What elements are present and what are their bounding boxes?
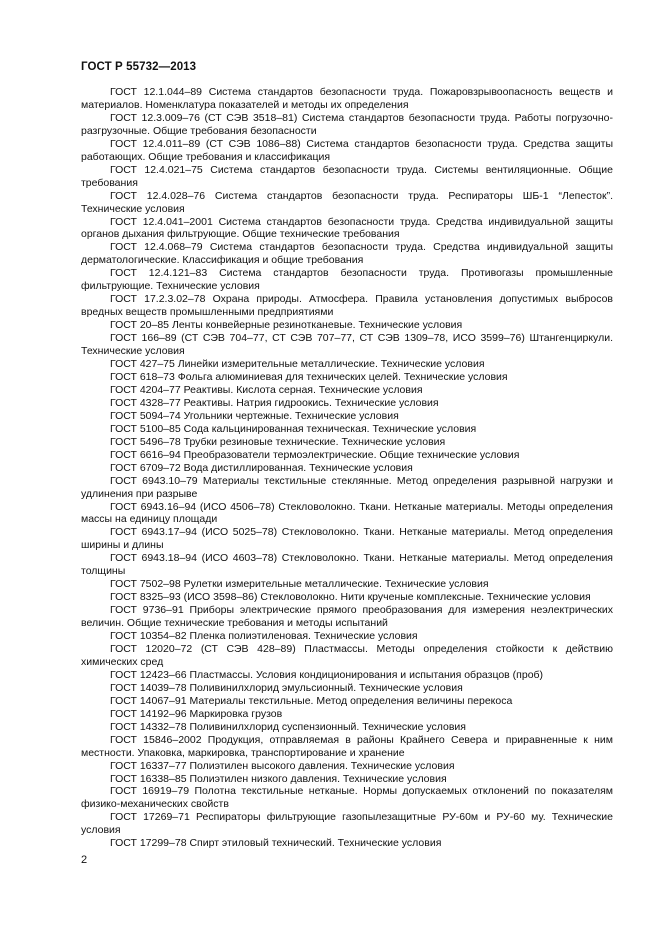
reference-item: ГОСТ 12.4.021–75 Система стандартов безопасности труда. Системы вентиляционные. Общие требования [81, 163, 613, 189]
page-number: 2 [81, 854, 88, 866]
reference-item: ГОСТ 5094–74 Угольники чертежные. Технические условия [110, 409, 399, 422]
reference-item: ГОСТ 16337–77 Полиэтилен высокого давления. Технические условия [110, 759, 455, 772]
reference-item: ГОСТ 14192–96 Маркировка грузов [110, 707, 283, 720]
reference-item: ГОСТ 15846–2002 Продукция, отправляемая в районы Крайнего Севера и приравненные к ним местности. Упаковка, маркировка, транспортирование и хранение [81, 733, 613, 759]
reference-item: ГОСТ 6616–94 Преобразователи термоэлектрические. Общие технические условия [110, 448, 520, 461]
reference-item: ГОСТ 12.1.044–89 Система стандартов безопасности труда. Пожаровзрывоопасность веществ и материалов. Номенклатура показателей и методы их определения [81, 86, 613, 111]
normative-references-list [81, 86, 613, 850]
reference-item: ГОСТ 5100–85 Сода кальцинированная техническая. Технические условия [110, 422, 477, 435]
reference-item: ГОСТ 4204–77 Реактивы. Кислота серная. Технические условия [110, 383, 423, 396]
reference-item: ГОСТ 8325–93 (ИСО 3598–86) Стекловолокно. Нити крученые комплексные. Технические условия [110, 591, 591, 604]
reference-item: ГОСТ 17269–71 Респираторы фильтрующие газопылезащитные РУ-60м и РУ-60 му. Технические условия [81, 811, 613, 837]
reference-item: ГОСТ 16919–79 Полотна текстильные нетканые. Нормы допускаемых отклонений по показателям физико-механических свойств [81, 785, 613, 811]
reference-item: ГОСТ 166–89 (СТ СЭВ 704–77, СТ СЭВ 707–77, СТ СЭВ 1309–78, ИСО 3599–76) Штангенциркули. Технические условия [81, 332, 613, 358]
reference-item: ГОСТ 14039–78 Поливинилхлорид эмульсионный. Технические условия [110, 681, 463, 694]
reference-item: ГОСТ 6943.10–79 Материалы текстильные стеклянные. Метод определения разрывной нагрузки и удлинения при разрыве [81, 474, 613, 500]
reference-item: ГОСТ 17.2.3.02–78 Охрана природы. Атмосфера. Правила установления допустимых выбросов вредных веществ промышленными предприятиями [81, 293, 613, 319]
reference-item: ГОСТ 12.3.009–76 (СТ СЭВ 3518–81) Система стандартов безопасности труда. Работы погрузочно-разгрузочные. Общие требования безопасности [81, 111, 613, 137]
reference-item: ГОСТ 7502–98 Рулетки измерительные металлические. Технические условия [110, 578, 489, 591]
reference-item: ГОСТ 12.4.028–76 Система стандартов безопасности труда. Респираторы ШБ-1 “Лепесток”. Технические условия [81, 189, 613, 215]
reference-item: ГОСТ 12423–66 Пластмассы. Условия кондиционирования и испытания образцов (проб) [110, 668, 544, 681]
reference-item: ГОСТ 12020–72 (СТ СЭВ 428–89) Пластмассы. Методы определения стойкости к действию химических сред [81, 642, 613, 668]
reference-item: ГОСТ 16338–85 Полиэтилен низкого давления. Технические условия [110, 772, 447, 785]
reference-item: ГОСТ 6943.18–94 (ИСО 4603–78) Стекловолокно. Ткани. Нетканые материалы. Метод определения толщины [81, 552, 613, 578]
reference-item: ГОСТ 618–73 Фольга алюминиевая для технических целей. Технические условия [110, 370, 508, 383]
reference-item: ГОСТ 12.4.121–83 Система стандартов безопасности труда. Противогазы промышленные фильтрующие. Технические условия [81, 267, 613, 293]
reference-item: ГОСТ 6943.16–94 (ИСО 4506–78) Стекловолокно. Ткани. Нетканые материалы. Методы определения массы на единицу площади [81, 500, 613, 526]
reference-item: ГОСТ 12.4.011–89 (СТ СЭВ 1086–88) Система стандартов безопасности труда. Средства защиты работающих. Общие требования и классификация [81, 137, 613, 163]
reference-item: ГОСТ 12.4.068–79 Система стандартов безопасности труда. Средства индивидуальной защиты дерматологические. Классификация и общие требования [81, 241, 613, 267]
reference-item: ГОСТ 10354–82 Пленка полиэтиленовая. Технические условия [110, 630, 418, 643]
reference-item: ГОСТ 20–85 Ленты конвейерные резинотканевые. Технические условия [110, 319, 463, 332]
reference-item: ГОСТ 14332–78 Поливинилхлорид суспензионный. Технические условия [110, 720, 466, 733]
reference-item: ГОСТ 6709–72 Вода дистиллированная. Технические условия [110, 461, 413, 474]
reference-item: ГОСТ 427–75 Линейки измерительные металлические. Технические условия [110, 358, 485, 371]
reference-item: ГОСТ 9736–91 Приборы электрические прямого преобразования для измерения неэлектрических величин. Общие технические требования и методы испытаний [81, 604, 613, 630]
reference-item: ГОСТ 14067–91 Материалы текстильные. Метод определения величины перекоса [110, 694, 513, 707]
reference-item: ГОСТ 4328–77 Реактивы. Натрия гидроокись. Технические условия [110, 396, 439, 409]
document-header: ГОСТ Р 55732—2013 [81, 61, 197, 73]
reference-item: ГОСТ 5496–78 Трубки резиновые технические. Технические условия [110, 435, 446, 448]
reference-item: ГОСТ 6943.17–94 (ИСО 5025–78) Стекловолокно. Ткани. Нетканые материалы. Метод определения ширины и длины [81, 526, 613, 552]
reference-item: ГОСТ 17299–78 Спирт этиловый технический. Технические условия [110, 837, 442, 850]
reference-item: ГОСТ 12.4.041–2001 Система стандартов безопасности труда. Средства индивидуальной защиты органов дыхания фильтрующие. Общие технические требования [81, 215, 613, 241]
